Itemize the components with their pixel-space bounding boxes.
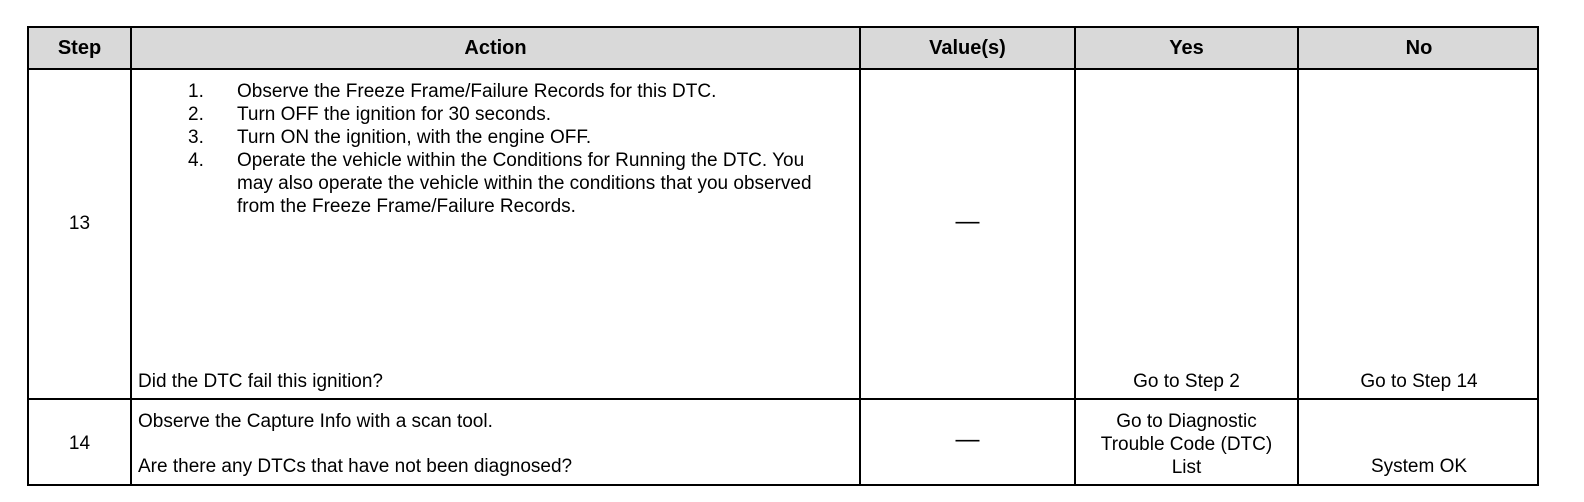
list-item-number: 1. xyxy=(188,81,204,102)
no-link[interactable]: Go to Step 14 xyxy=(1360,371,1478,392)
yes-cell xyxy=(1076,400,1299,486)
diagnostic-table xyxy=(27,26,1539,486)
no-result: System OK xyxy=(1370,456,1468,477)
header-step-cell xyxy=(29,28,132,68)
yes-cell xyxy=(1076,70,1299,398)
table-row xyxy=(29,70,1537,400)
list-item xyxy=(132,103,832,126)
list-item-text: Turn ON the ignition, with the engine OFF. xyxy=(237,127,592,148)
action-steps-list xyxy=(132,80,832,218)
list-item xyxy=(132,126,832,149)
action-question: Are there any DTCs that have not been diagnosed? xyxy=(138,456,573,477)
list-item-text: Observe the Freeze Frame/Failure Records for this DTC. xyxy=(237,81,717,102)
table-row xyxy=(29,400,1537,486)
header-no-cell xyxy=(1299,28,1539,68)
list-item-text: Operate the vehicle within the Conditions for Running the DTC. You may also operate the vehicle within the conditions that you observed from the Freeze Frame/Failure Records. xyxy=(237,150,812,217)
list-item xyxy=(132,80,832,103)
step-cell xyxy=(29,70,132,398)
step-number: 13 xyxy=(68,213,91,234)
header-values: Value(s) xyxy=(929,37,1006,59)
header-action-cell xyxy=(132,28,861,68)
step-number: 14 xyxy=(68,433,91,454)
header-values-cell xyxy=(861,28,1076,68)
value-dash: — xyxy=(955,208,980,235)
yes-link[interactable]: Go to Step 2 xyxy=(1133,371,1240,392)
action-question: Did the DTC fail this ignition? xyxy=(138,371,383,392)
header-yes: Yes xyxy=(1169,37,1204,59)
list-item-number: 2. xyxy=(188,104,204,125)
header-no: No xyxy=(1405,37,1433,59)
list-item xyxy=(132,149,832,218)
list-item-number: 4. xyxy=(188,150,204,171)
value-cell xyxy=(861,70,1076,398)
table-header-row xyxy=(29,28,1537,70)
value-dash: — xyxy=(955,426,980,453)
action-cell xyxy=(132,70,861,398)
action-text: Observe the Capture Info with a scan tool. xyxy=(138,411,493,432)
header-action: Action xyxy=(464,37,527,59)
action-cell xyxy=(132,400,861,486)
no-cell xyxy=(1299,70,1539,398)
header-yes-cell xyxy=(1076,28,1299,68)
no-cell xyxy=(1299,400,1539,486)
step-cell xyxy=(29,400,132,486)
header-step: Step xyxy=(57,37,102,59)
yes-link[interactable]: Go to Diagnostic Trouble Code (DTC) List xyxy=(1100,411,1273,478)
value-cell xyxy=(861,400,1076,486)
list-item-number: 3. xyxy=(188,127,204,148)
list-item-text: Turn OFF the ignition for 30 seconds. xyxy=(237,104,552,125)
